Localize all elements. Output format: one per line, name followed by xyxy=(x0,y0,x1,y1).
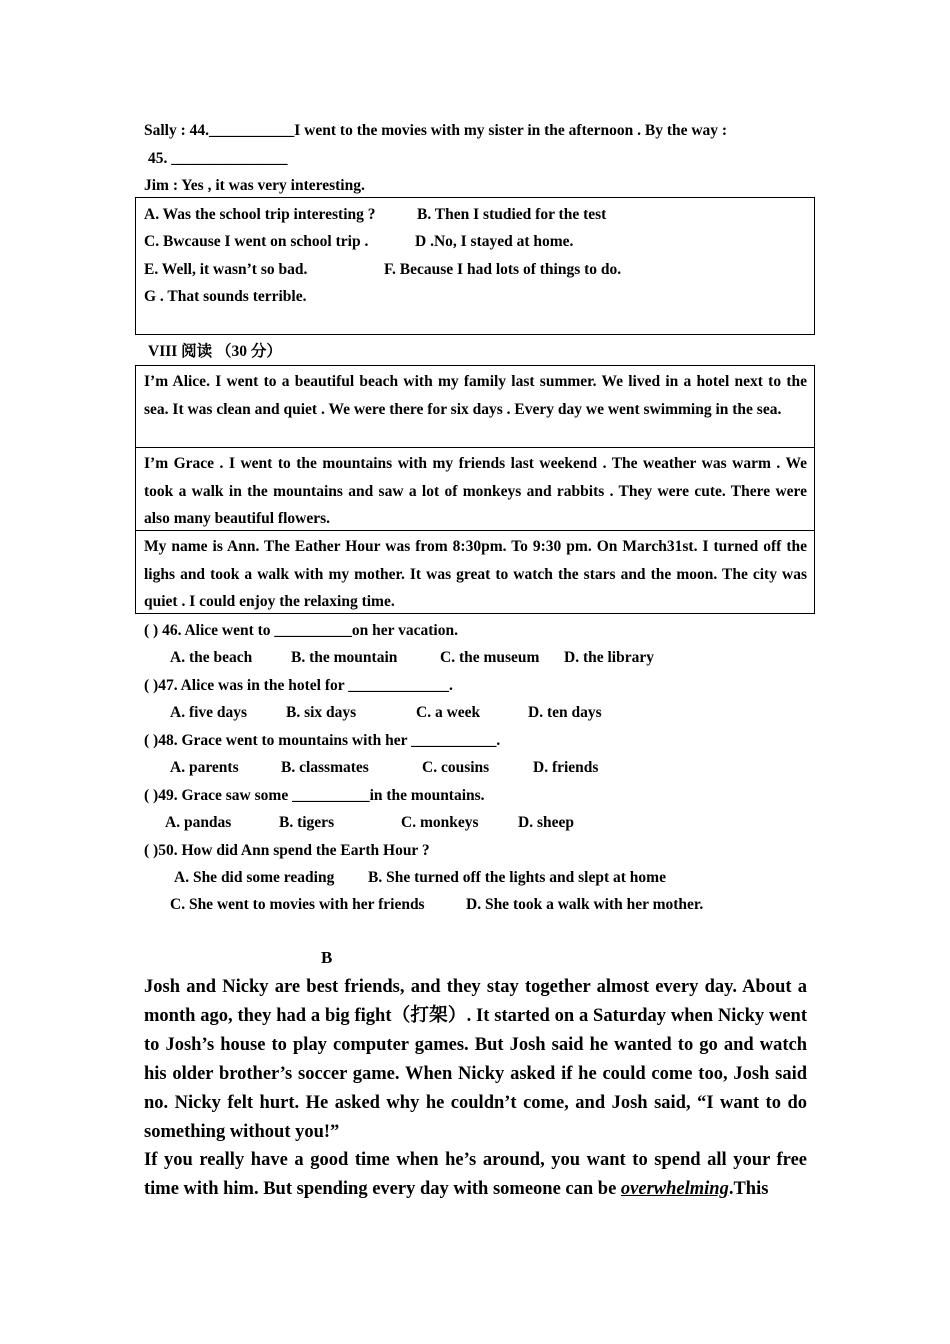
dialogue-sally-line: Sally : 44.___________I went to the movies with my sister in the afternoon . By the way : xyxy=(144,122,728,139)
q50-option-c: C. She went to movies with her friends xyxy=(170,896,425,913)
section-heading: VIII 阅读 （30 分） xyxy=(148,343,282,360)
q46-option-d: D. the library xyxy=(564,649,654,666)
passage-alice: I’m Alice. I went to a beautiful beach with my family last summer. We lived in a hotel next to the sea. It was clean and quiet . We were there for six days . Every day we went swimming in the sea. xyxy=(135,365,815,448)
q48-option-c: C. cousins xyxy=(422,759,490,776)
q50-option-a: A. She did some reading xyxy=(174,869,335,886)
passage-ann: My name is Ann. The Eather Hour was from 8:30pm. To 9:30 pm. On March31st. I turned off the lighs and took a walk with my mother. It was great to watch the stars and the moon. The city was quiet . I could enjoy the relaxing time. xyxy=(135,531,815,614)
option-a: A. Was the school trip interesting ? xyxy=(144,206,376,223)
question-48: ( )48. Grace went to mountains with her ___________. xyxy=(144,732,501,749)
q50-option-b: B. She turned off the lights and slept at home xyxy=(368,869,666,886)
q50-option-d: D. She took a walk with her mother. xyxy=(466,896,704,913)
question-49: ( )49. Grace saw some __________in the mountains. xyxy=(144,787,485,804)
part-b-heading: B xyxy=(321,948,333,967)
question-50: ( )50. How did Ann spend the Earth Hour ? xyxy=(144,842,430,859)
q47-option-d: D. ten days xyxy=(528,704,602,721)
option-g: G . That sounds terrible. xyxy=(144,288,307,305)
q49-option-b: B. tigers xyxy=(279,814,335,831)
q47-option-a: A. five days xyxy=(170,704,248,721)
q48-option-b: B. classmates xyxy=(281,759,369,776)
option-e: E. Well, it wasn’t so bad. xyxy=(144,261,308,278)
q48-option-a: A. parents xyxy=(170,759,239,776)
underlined-word: overwhelming xyxy=(620,1179,729,1199)
dialogue-jim-line: Jim : Yes , it was very interesting. xyxy=(144,177,365,194)
option-c: C. Bwcause I went on school trip . xyxy=(144,233,369,250)
q47-option-b: B. six days xyxy=(286,704,357,721)
option-b: B. Then I studied for the test xyxy=(417,206,607,223)
q46-option-c: C. the museum xyxy=(440,649,540,666)
part-b-paragraph-2-text: If you really have a good time when he’s around, you want to spend all your free time with him. But spending every day with someone can be xyxy=(144,1150,807,1199)
question-47: ( )47. Alice was in the hotel for _____________. xyxy=(144,677,453,694)
q49-option-c: C. monkeys xyxy=(401,814,479,831)
part-b-paragraph-2-end: .This xyxy=(728,1179,769,1199)
part-b-paragraph-2 xyxy=(144,1146,807,1204)
q49-option-a: A. pandas xyxy=(165,814,232,831)
q46-option-a: A. the beach xyxy=(170,649,253,666)
passage-grace: I’m Grace . I went to the mountains with my friends last weekend . The weather was warm . We took a walk in the mountains and saw a lot of monkeys and rabbits . They were cute. There were also many beautiful flowers. xyxy=(135,448,815,531)
q48-option-d: D. friends xyxy=(533,759,599,776)
q47-option-c: C. a week xyxy=(416,704,481,721)
part-b-paragraph-1: Josh and Nicky are best friends, and they stay together almost every day. About a month ago, they had a big fight（打架）. It started on a Saturday when Nicky went to Josh’s house to play computer games. But Josh said he wanted to go and watch his older brother’s soccer game. When Nicky asked if he could come too, Josh said no. Nicky felt hurt. He asked why he couldn’t come, and Josh said, “I want to do something without you!” xyxy=(144,977,807,1142)
dialogue-q45: 45. _______________ xyxy=(148,150,288,167)
option-f: F. Because I had lots of things to do. xyxy=(384,261,622,278)
q49-option-d: D. sheep xyxy=(518,814,574,831)
q46-option-b: B. the mountain xyxy=(291,649,398,666)
question-46: ( ) 46. Alice went to __________on her vacation. xyxy=(144,622,458,639)
option-d: D .No, I stayed at home. xyxy=(415,233,574,250)
